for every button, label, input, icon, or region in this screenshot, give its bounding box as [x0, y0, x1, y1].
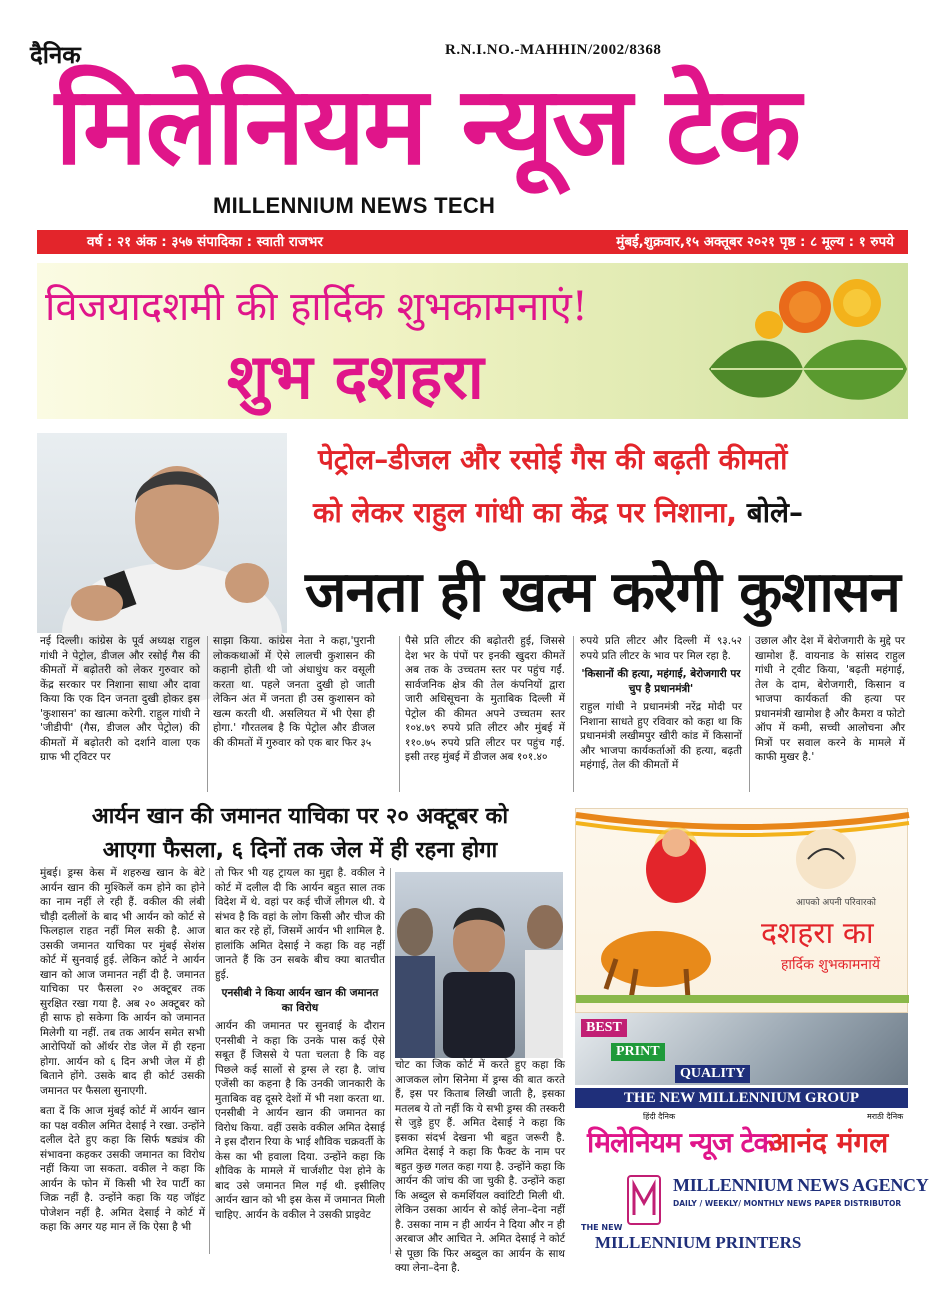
column-divider [749, 636, 750, 792]
issue-info-bar [37, 230, 908, 254]
rahul-gandhi-photo [37, 433, 287, 633]
monogram-icon [629, 1177, 659, 1223]
agency-tagline: DAILY / WEEKLY/ MONTHLY NEWS PAPER DISTRIBUTOR [673, 1199, 902, 1208]
hindi-daily-label: हिंदी दैनिक [643, 1112, 676, 1121]
aryan-story-column-3 [395, 1058, 566, 1274]
rahul-headline-line-1: पेट्रोल–डीजल और रसोई गैस की बढ़ती कीमतों [318, 443, 788, 476]
badge-print: PRINT [611, 1043, 665, 1061]
rahul-headline-line-2-red: को लेकर राहुल गांधी का केंद्र पर निशाना, [313, 496, 737, 529]
dussehra-greeting-banner [37, 263, 908, 419]
marathi-daily-label: मराठी दैनिक [867, 1112, 904, 1121]
aryan-col-1-text-a: मुंबई। ड्रग्स केस में शहरुख खान के बेटे आर्यन खान की मुश्किलें कम होने का होने का नाम नहीं ले रही हैं. वकील की लंबी चौड़ी दलीलों के बाद भी आर्यन को कोर्ट से फिलहाल राहत नहीं मिल सकी है. आज उसकी जमानत याचिका पर मुंबई सेशंस कोर्ट में सुनवाई हुई. लेकिन कोर्ट ने आर्यन खान को आज जमानत नहीं दी है. जमानत याचिका पर फैसला २० अक्टूबर तक सुरक्षित रखा गया है. अब २० अक्टूबर को ही साफ हो सकेगा कि आर्यन को जमानत मिलेगी या नहीं. तब तक आर्यन समेत सभी आरोपियों को ऑर्थर रोड जेल में ही रहना होगा. आर्यन को ६ दिन अभी जेल में ही बिताने होंगे. उसके बाद ही कोर्ट उसकी जमानत पर फैसला सुनाएगी. [40, 867, 205, 1097]
rahul-col-4-text-a: रुपये प्रति लीटर और दिल्ली में ९३.५२ रुपये प्रति लीटर के भाव पर मिल रहा है. [580, 635, 742, 662]
rahul-story-column-3 [405, 634, 565, 794]
rahul-main-headline: जनता ही खत्म करेगी कुशासन [305, 560, 900, 625]
rahul-col-5-text: उछाल और देश में बेरोजगारी के मुद्दे पर खामोश हैं. वायनाड के सांसद राहुल गांधी ने ट्वीट किया, 'बढ़ती महंगाई, तेल के दाम, बेरोजगारी, किसान व भाजपा कार्यकर्ता की हत्या पर प्रधानमंत्री खामोश है और कैमरा व फोटो ऑप में कमी, सच्ची आलोचना और मित्रों पर सवाल करने के मामले में काफी मुखर है.' [755, 635, 905, 763]
ad-small-text: आपको अपनी परिवारको [796, 898, 876, 908]
aryan-story-column-1 [40, 866, 205, 1256]
rahul-headline-line-2 [313, 493, 803, 531]
rahul-story-column-4 [580, 634, 742, 794]
marigold-leaf-illustration [697, 273, 912, 419]
aryan-col-1-text-b: बता दें कि आज मुंबई कोर्ट में आर्यन खान का पक्ष वकील अमित देसाई ने रखा. उन्होंने दलील देते हुए कहा कि सिर्फ षड्यंत्र की संभावना कहकर उसकी जमानत का विरोध नहीं किया जा सकता. वकील ने कहा कि आर्यन के फोन में किसी भी रेव पार्टी का जिक्र नहीं है. उन्होंने कहा कि यह जॉइंट पोजेशन नहीं है. अमित देसाई ने कोर्ट में कहा कि अगर यह मान लें कि ऐसा है भी [40, 1105, 205, 1233]
aryan-headline-line-2: आएगा फैसला, ६ दिनों तक जेल में ही रहना होगा [102, 838, 498, 863]
greeting-line-2: शुभ दशहरा [227, 340, 484, 413]
aryan-headline-line-1: आर्यन खान की जमानत याचिका पर २० अक्टूबर को [91, 804, 509, 829]
masthead-hindi-title: मिलेनियम न्यूज टेक [55, 64, 800, 189]
rahul-col-3-text: पैसे प्रति लीटर की बढ़ोतरी हुई, जिससे देश भर के पंपों पर इनकी खुदरा कीमतें अब तक के उच्चतम स्तर पर पहुंच गईं. सार्वजनिक क्षेत्र की तेल कंपनियों द्वारा जारी अधिसूचना के मुताबिक दिल्ली में पेट्रोल की कीमत अपने उच्चतम स्तर १०४.७९ रुपये प्रति लीटर और मुंबई में ११०.७५ रुपये प्रति लीटर पर पहुंच गई. इसी तरह मुंबई में डीजल अब १०१.४० [405, 635, 565, 763]
millennium-group-advertisement [575, 1013, 929, 1255]
rahul-col-2-text: साझा किया. कांग्रेस नेता ने कहा,'पुरानी लोककथाओं में ऐसे लालची कुशासन की कहानी होती थी जो अंधाधुंध कर वसूली करता था. पहले जनता दुखी हो जाती लेकिन अंत में जनता ही उस कुशासन को खत्म करती थी. असलियत में भी ऐसा ही होगा.' गौरतलब है कि पेट्रोल और डीजल की कीमतों में गुरुवार को एक बार फिर ३५ [213, 635, 375, 749]
rahul-headline-line-2-black: बोले– [736, 496, 803, 529]
dussehra-advertisement [575, 808, 908, 1013]
rni-number: R.N.I.NO.-MAHHIN/2002/8368 [445, 42, 662, 58]
aryan-col-3-text: चोट का जिक कोर्ट में करते हुए कहा कि आजकल लोग सिनेमा में ड्रग्स की बात करते हैं, इस पर किताब लिखी जाती है, इसका मतलब ये तो नहीं कि ये सभी ड्रग्स की तस्करी से जुड़े हुए हैं. अमित देसाई ने कहा कि इसका संदर्भ देखना भी बहुत जरूरी है. अमित देसाई ने कहा कि फैक्ट के नाम पर बहुत कुछ गलत कहा गया है. उन्होंने कहा कि आर्यन की जांच की जा चुकी है. उन्होंने कहा कि अब्दुल से कमर्शियल क्वांटिटी मिली थी. लेकिन उसका आर्यन से कोई लेना–देना नहीं है. उसका नाम न ही आर्यन ने दिया और न ही अरबाज और आचित ने. अमित देसाई ने कोर्ट से पूछा कि फिर अब्दुल का आर्यन के साथ क्या लेना–देना है. [395, 1059, 566, 1274]
agency-logo-icon [627, 1175, 661, 1225]
printing-press-image [575, 1013, 908, 1085]
ad-subtitle: हार्दिक शुभकामनायें [781, 957, 880, 973]
person-speaking-illustration [37, 433, 287, 633]
rahul-col-1-text: नई दिल्ली। कांग्रेस के पूर्व अध्यक्ष राहुल गांधी ने पेट्रोल, डीजल और रसोई गैस की कीमतों में बढ़ोतरी को लेकर गुरुवार को केंद्र सरकार पर निशाना साधा और दावा किया कि एक दिन जनता दुखी होकर इस 'कुशासन' का खात्मा करेगी. राहुल गांधी ने 'जीडीपी' (गैस, डीजल और पेट्रोल) की कीमतों में बढ़ोतरी को दर्शाने वाला एक ग्राफ भी ट्विटर पर [40, 635, 200, 763]
aryan-khan-photo [395, 872, 563, 1058]
rahul-story-column-1 [40, 634, 200, 794]
agency-name: MILLENNIUM NEWS AGENCY [673, 1175, 929, 1195]
group-name: THE NEW MILLENNIUM GROUP [575, 1088, 908, 1108]
printers-prefix: THE NEW [581, 1223, 623, 1232]
aryan-story-column-2 [215, 866, 385, 1256]
badge-best: BEST [581, 1019, 627, 1037]
column-divider [207, 636, 208, 792]
column-divider [399, 636, 400, 792]
rahul-col-4-text-b: राहुल गांधी ने प्रधानमंत्री नरेंद्र मोदी पर निशाना साधते हुए रविवार को कहा था कि प्रधानमंत्री लखीमपुर खीरी कांड में किसानों और भाजपा कार्यकर्ताओं की हत्या, बढ़ती महंगाई, तेल की कीमतों में [580, 701, 742, 771]
issue-details: वर्ष : २१ अंक : ३५७ संपादिका : स्वाती राजभर [87, 234, 323, 250]
daily-label: दैनिक [30, 40, 81, 69]
rahul-story-column-2 [213, 634, 375, 794]
aryan-subheading: एनसीबी ने किया आर्यन खान की जमानत का विरोध [221, 987, 379, 1014]
date-price-line: मुंबई,शुक्रवार,१५ अक्तूबर २०२१ पृष्ठ : ८ मूल्य : १ रुपये [616, 234, 894, 250]
ad-masthead-small: मिलेनियम न्यूज टेक [587, 1126, 775, 1159]
aryan-col-2-text-a: तो फिर भी यह ट्रायल का मुद्दा है. वकील ने कोर्ट में दलील दी कि आर्यन बहुत साल तक विदेश में थे. वहां पर कई चीजें लीगल थी. ये संभव है कि वहां के लोग किसी और चीज की बात कर रहे हों, जिसमें आर्यन भी शामिल है. हालांकि अमित देसाई ने कहा कि वह नहीं जानते हैं कि उन सबके बीच क्या बातचीत हुई. [215, 867, 385, 981]
crowd-illustration [395, 872, 563, 1058]
rahul-story-column-5 [755, 634, 905, 794]
masthead-english-title: MILLENNIUM NEWS TECH [213, 193, 496, 218]
column-divider [390, 868, 391, 1254]
greeting-line-1: विजयादशमी की हार्दिक शुभकामनाएं! [45, 284, 588, 330]
aryan-col-2-text-b: आर्यन की जमानत पर सुनवाई के दौरान एनसीबी ने कहा कि उनके पास कई ऐसे सबूत हैं जिससे ये पता चलता है कि वह पिछले कई सालों से ड्रग्स ले रहा है. जांच एजेंसी का कहना है कि उनकी जानकारी के मुताबिक वह दूसरे देशों में भी नशा करता था. एनसीबी ने आर्यन खान की जमानत का विरोध किया. वहीं उसके वकील अमित देसाई ने इस दौरान रिया के भाई शौविक चक्रवर्ती के केस का भी हवाला दिया. उन्होंने कहा कि शौविक के मामले में चार्जशीट पेश होने के बाद उसे जमानत मिल गई थी. इसीलिए आर्यन खान को भी इस केस में जमानत मिली चाहिए. आर्यन के वकील ने उसकी प्राइवेट [215, 1020, 385, 1221]
badge-quality: QUALITY [675, 1065, 750, 1083]
column-divider [209, 868, 210, 1254]
rahul-subheading: 'किसानों की हत्या, महंगाई, बेरोजगारी पर चुप है प्रधानमंत्री' [581, 668, 741, 695]
column-divider [573, 636, 574, 792]
printers-name: MILLENNIUM PRINTERS [595, 1233, 802, 1252]
anand-mangal-title: आनंद मंगल [768, 1126, 889, 1159]
ad-title: दशहरा का [761, 916, 874, 951]
